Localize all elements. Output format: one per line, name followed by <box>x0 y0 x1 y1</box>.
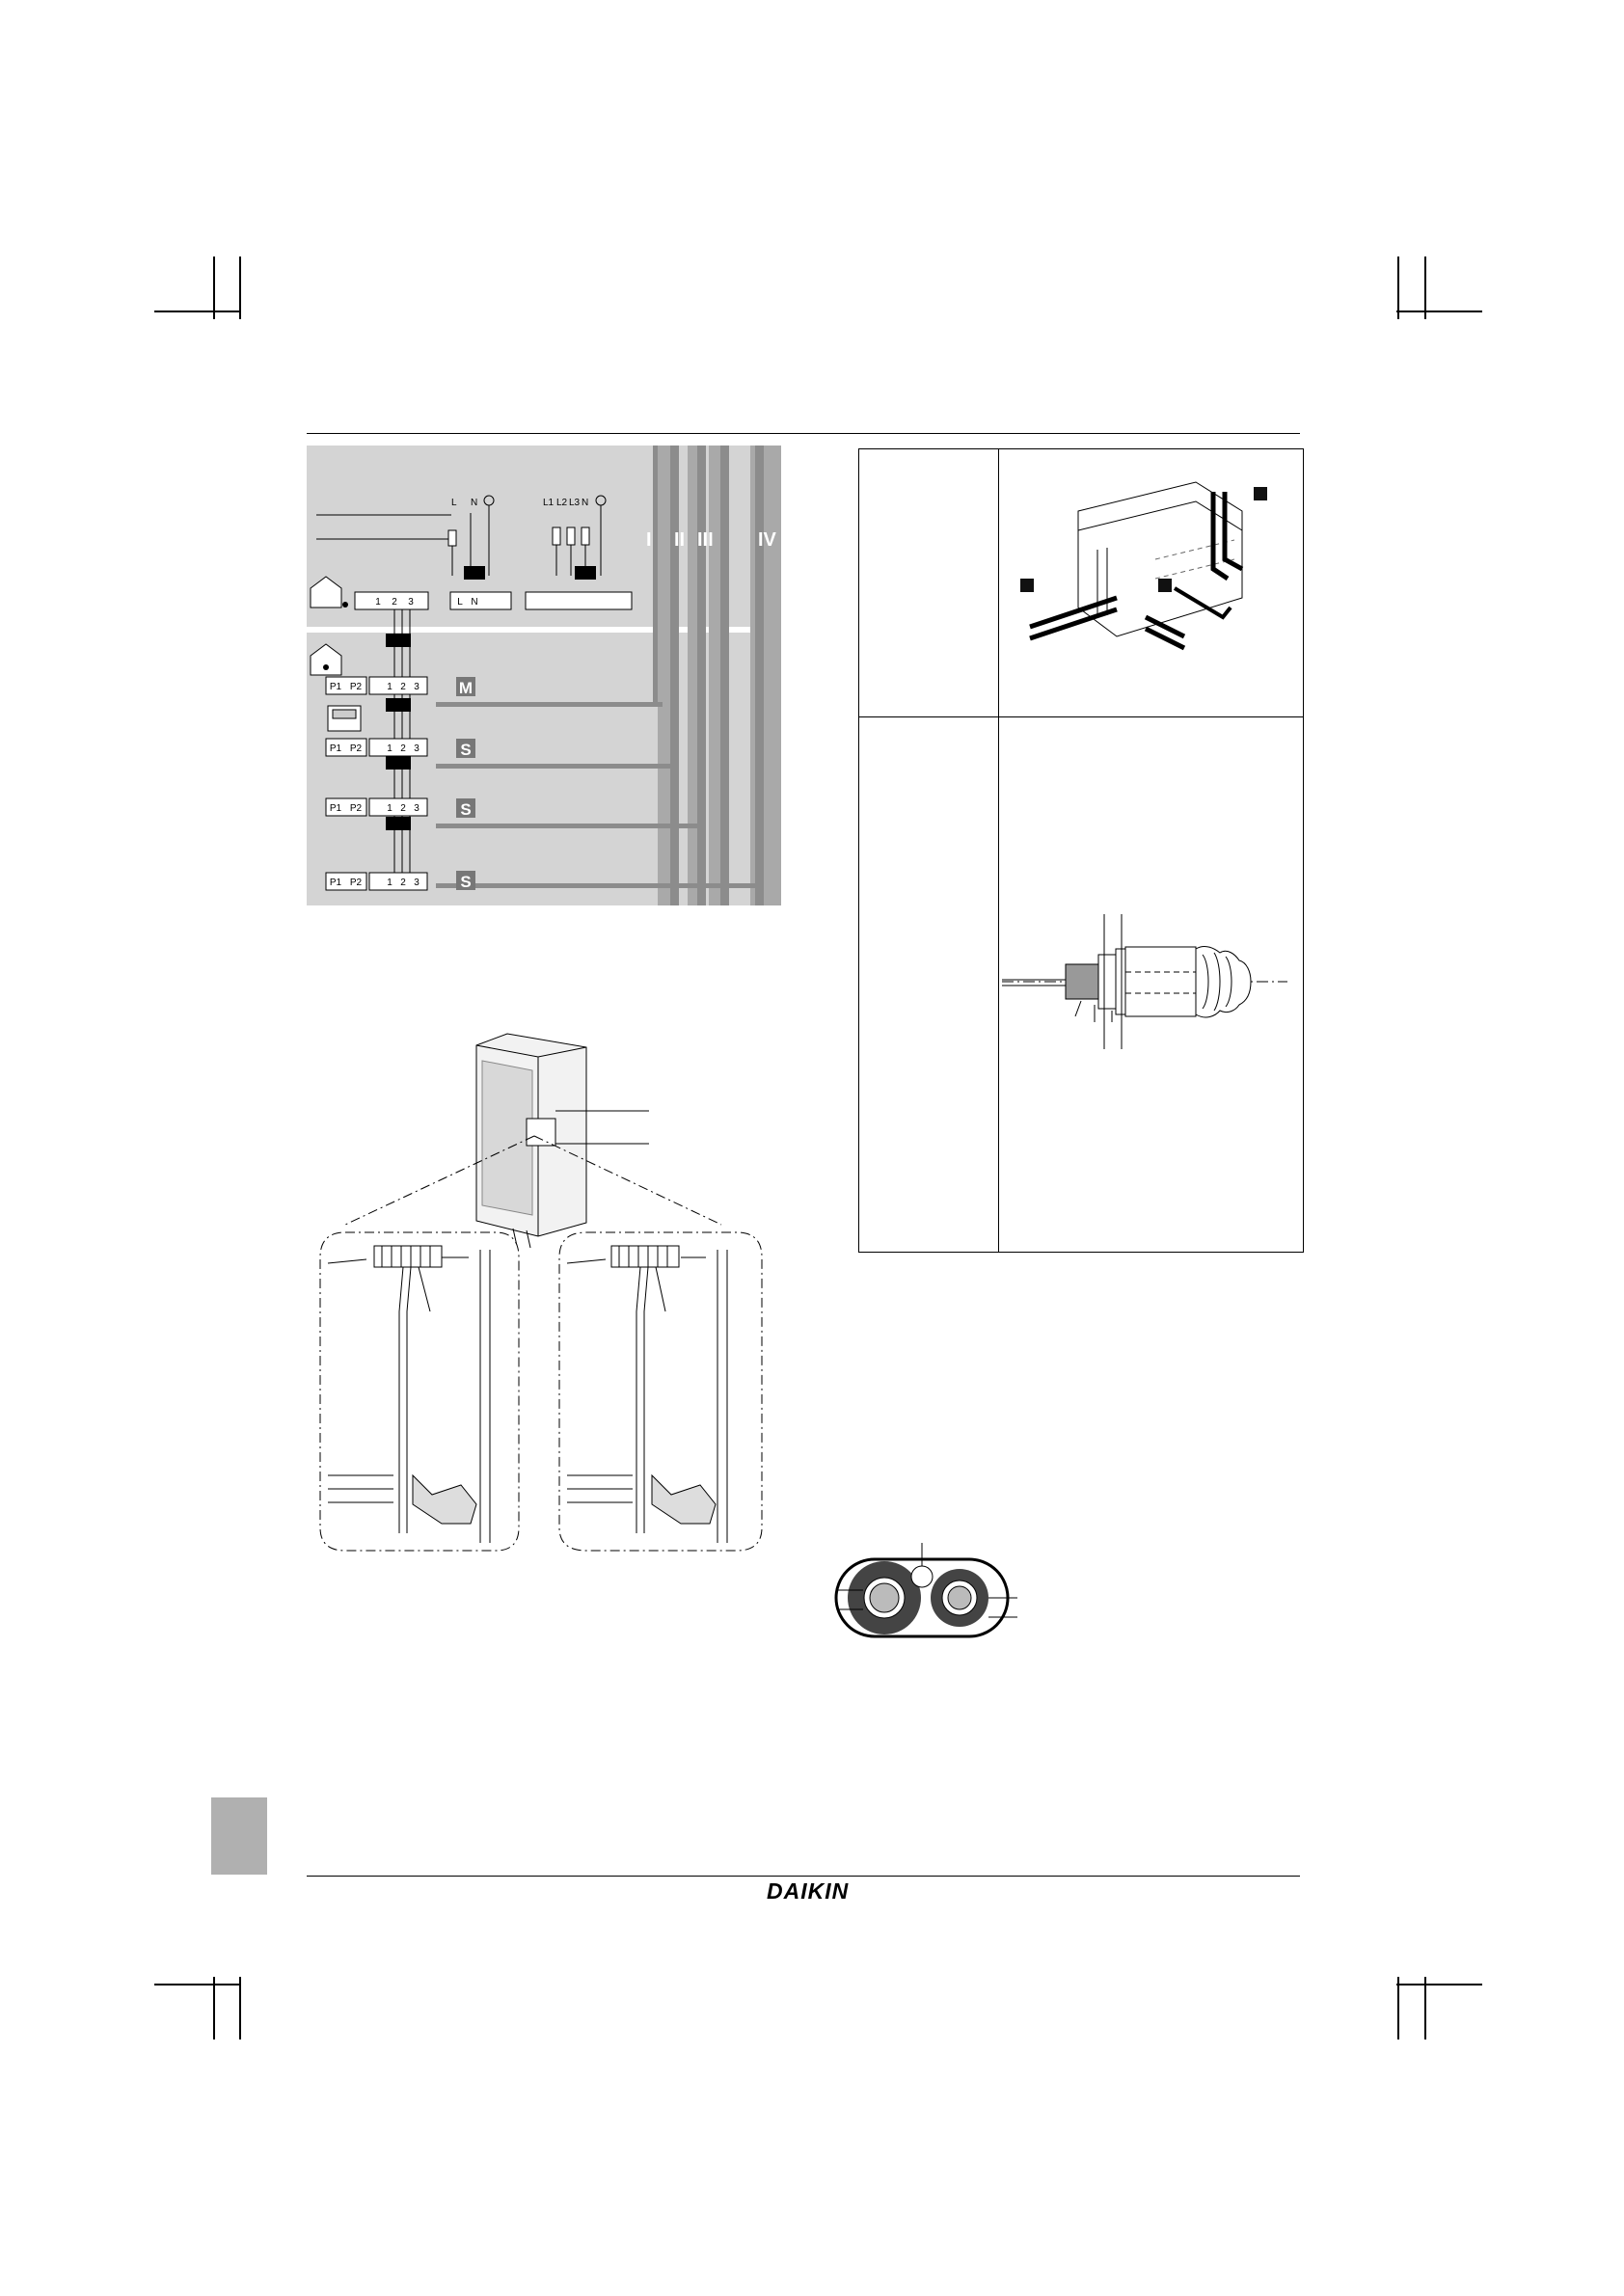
svg-text:N: N <box>471 597 478 608</box>
svg-text:3: 3 <box>414 743 420 754</box>
group-label: IV <box>758 529 776 551</box>
brand-logo: DAIKIN <box>767 1878 850 1904</box>
unit-role-tag: M <box>458 679 474 697</box>
unit-role-tag: S <box>460 873 472 891</box>
svg-text:P2: P2 <box>349 743 363 754</box>
svg-text:N: N <box>582 498 589 508</box>
section-side-tab <box>211 1797 267 1875</box>
svg-text:2: 2 <box>400 878 406 888</box>
group-label: II <box>674 529 686 551</box>
crop-mark <box>1396 311 1482 312</box>
svg-text:3: 3 <box>414 878 420 888</box>
svg-text:P1: P1 <box>329 878 342 888</box>
svg-text:N: N <box>471 498 478 508</box>
svg-text:2: 2 <box>400 682 406 692</box>
crop-mark <box>1396 1984 1482 1985</box>
svg-text:2: 2 <box>400 803 406 814</box>
svg-text:P2: P2 <box>349 803 363 814</box>
pipe-insulation-illustration <box>834 1538 1027 1644</box>
pipe-end-illustration <box>998 905 1287 1059</box>
pipe-routing-illustration <box>1011 473 1292 665</box>
svg-text:1: 1 <box>387 743 392 754</box>
svg-text:2: 2 <box>392 597 397 608</box>
header-rule <box>307 433 1300 434</box>
crop-mark <box>239 1977 241 2039</box>
crop-mark <box>1397 257 1399 319</box>
svg-text:3: 3 <box>414 682 420 692</box>
svg-text:L: L <box>451 498 457 508</box>
svg-text:1: 1 <box>375 597 381 608</box>
svg-text:L3: L3 <box>569 498 581 508</box>
group-label: III <box>697 529 714 551</box>
svg-text:P2: P2 <box>349 682 363 692</box>
table-row-divider <box>858 716 1303 717</box>
svg-text:L: L <box>457 597 463 608</box>
svg-text:P1: P1 <box>329 743 342 754</box>
svg-text:P1: P1 <box>329 682 342 692</box>
svg-text:3: 3 <box>408 597 414 608</box>
outdoor-unit-illustration <box>307 1022 789 1562</box>
unit-role-tag: S <box>460 800 472 819</box>
footer-rule <box>307 1876 1300 1877</box>
svg-text:3: 3 <box>414 803 420 814</box>
crop-mark <box>1424 1977 1426 2039</box>
crop-mark <box>239 257 241 319</box>
crop-mark <box>154 1984 240 1985</box>
crop-mark <box>154 311 240 312</box>
wiring-diagram <box>307 446 781 905</box>
svg-text:P2: P2 <box>349 878 363 888</box>
crop-mark <box>213 257 215 319</box>
svg-text:2: 2 <box>400 743 406 754</box>
svg-text:L1: L1 <box>543 498 555 508</box>
table-column-divider <box>998 448 999 1252</box>
group-label: I <box>646 529 652 551</box>
unit-role-tag: S <box>460 741 472 759</box>
svg-text:1: 1 <box>387 682 392 692</box>
crop-mark <box>1424 257 1426 319</box>
svg-text:P1: P1 <box>329 803 342 814</box>
crop-mark <box>1397 1977 1399 2039</box>
svg-text:L2: L2 <box>556 498 568 508</box>
crop-mark <box>213 1977 215 2039</box>
svg-text:1: 1 <box>387 878 392 888</box>
svg-text:1: 1 <box>387 803 392 814</box>
